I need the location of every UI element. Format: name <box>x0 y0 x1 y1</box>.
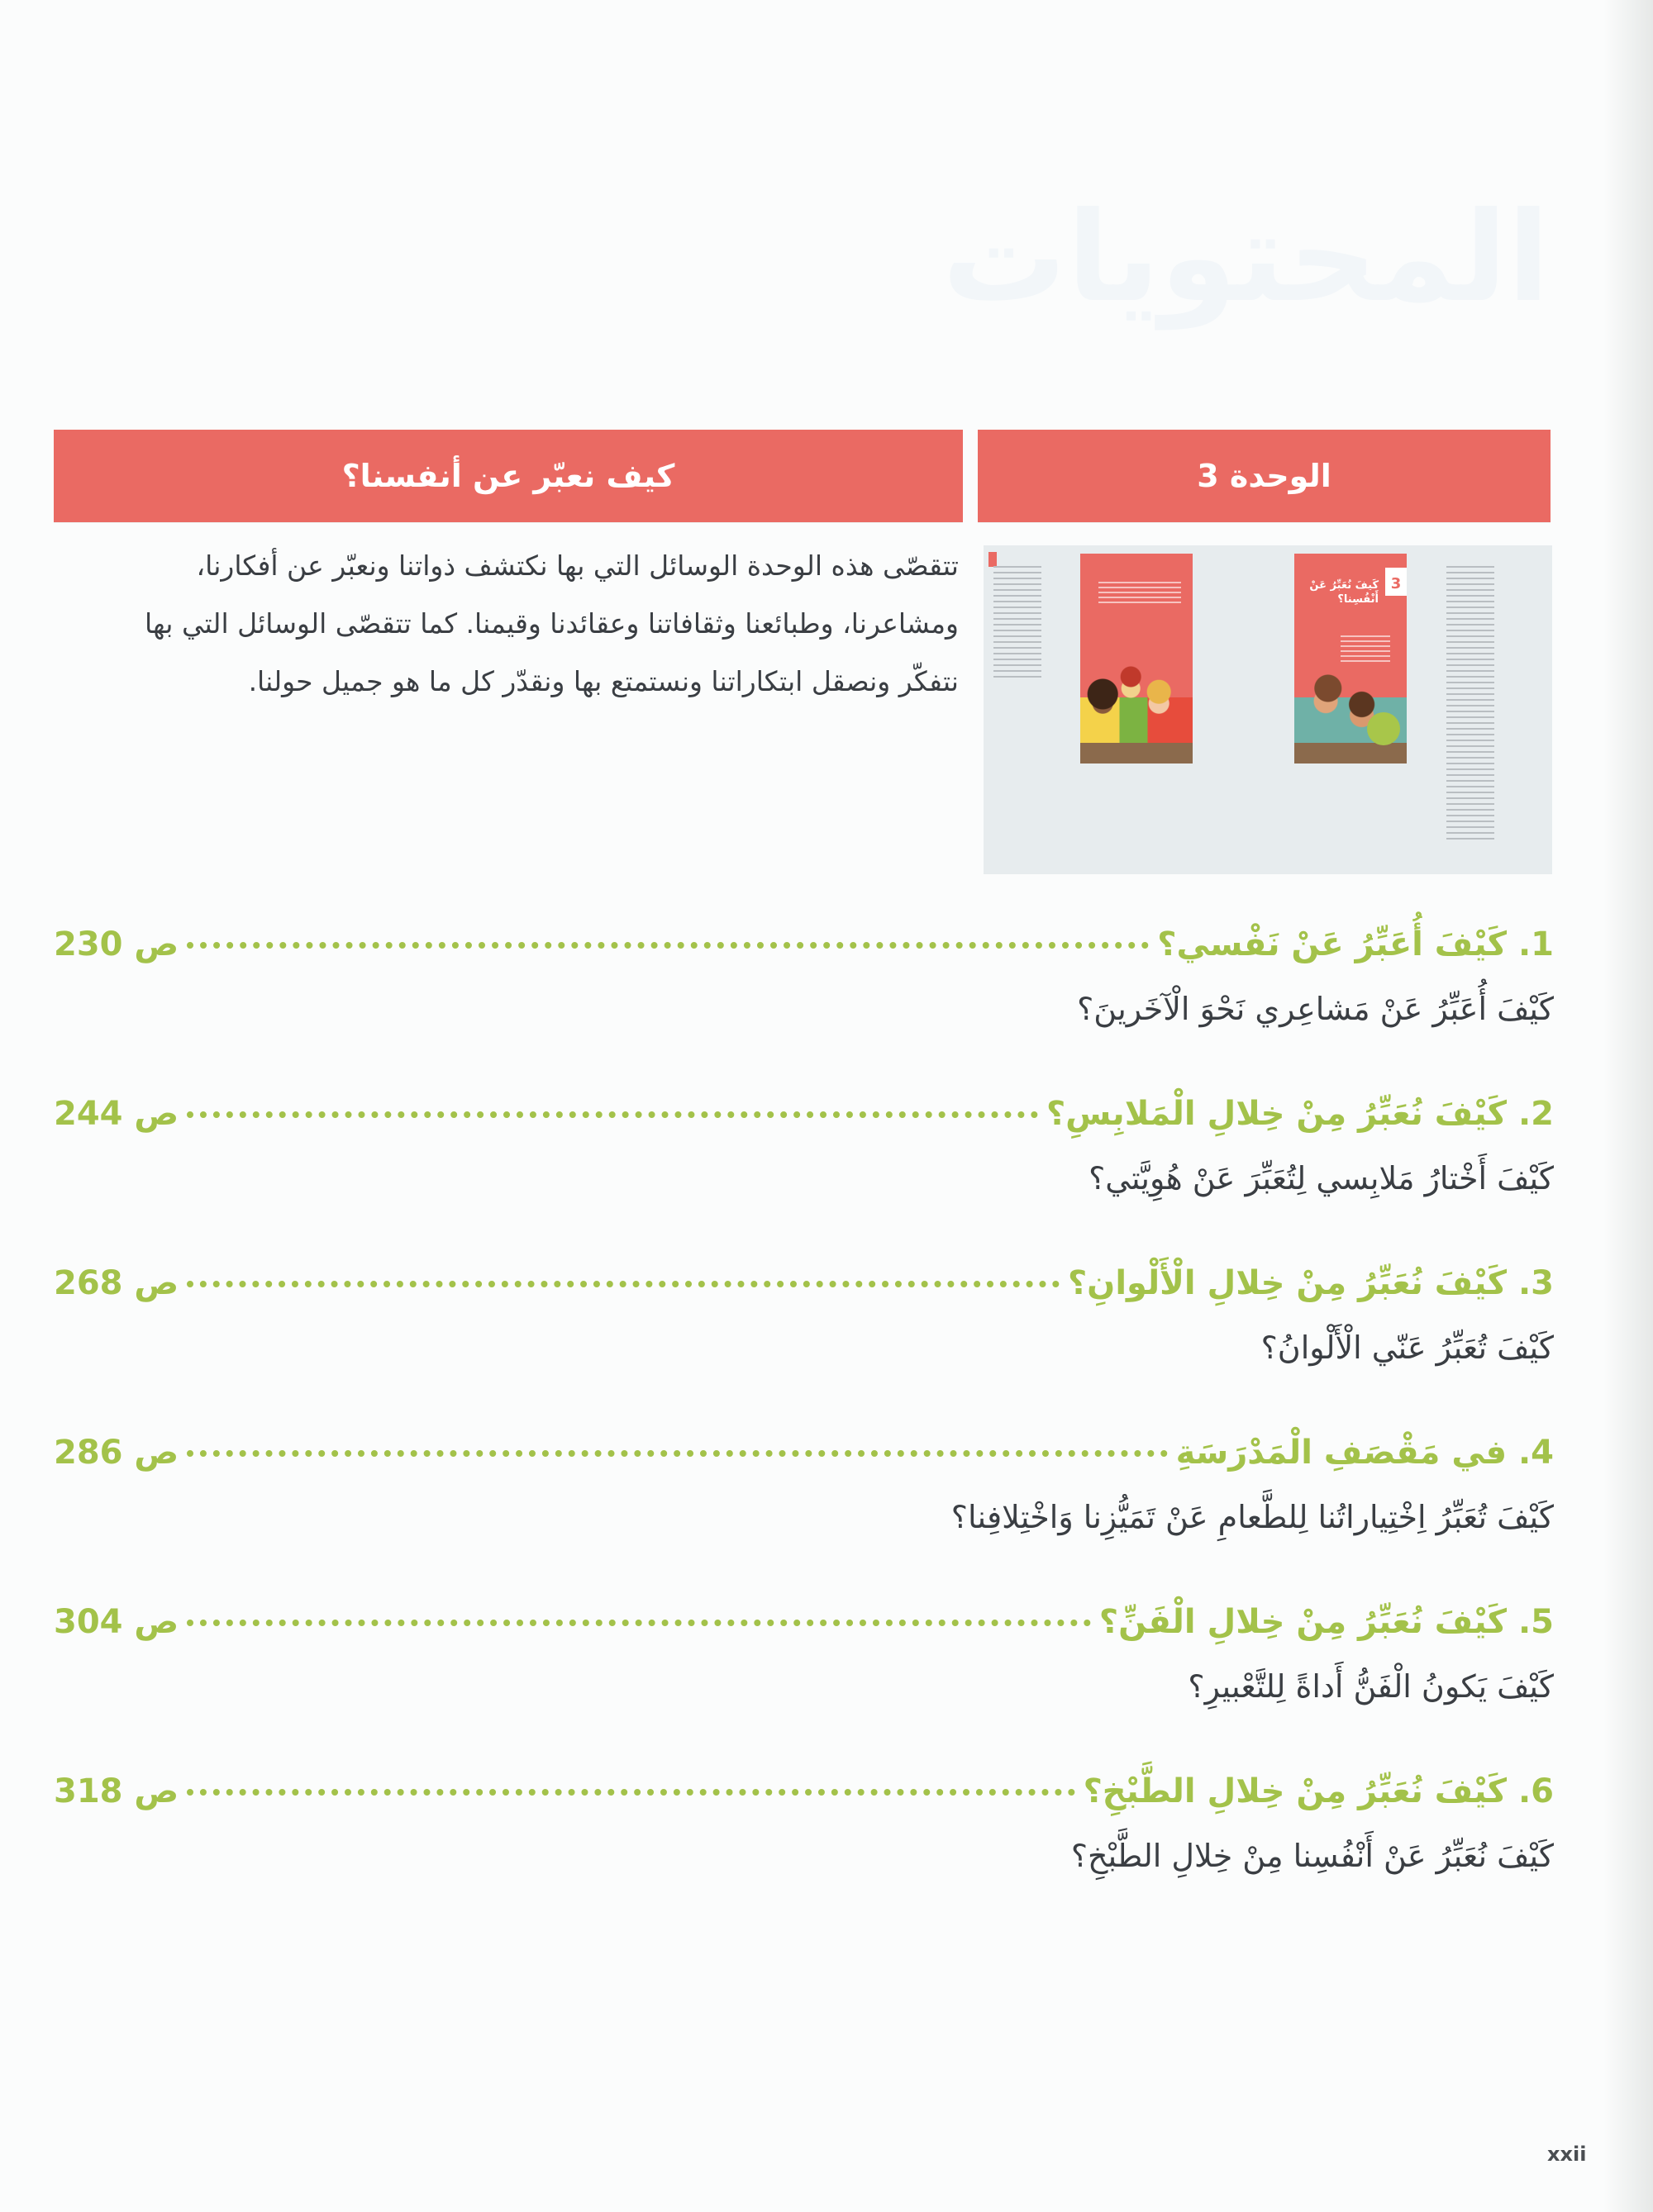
thumbnail-page-inquiry <box>1080 554 1193 763</box>
toc-entry[interactable] <box>54 925 1554 1095</box>
toc-subtitle: كَيْفَ أُعَبِّرُ عَنْ مَشاعِري نَحْوَ الْآخَرينَ؟ <box>1077 991 1554 1027</box>
thumbnail-text-column <box>993 562 1041 682</box>
unit-title-bar <box>54 430 963 522</box>
toc-title[interactable]: 5. كَيْفَ نُعَبِّرُ مِنْ خِلالِ الْفَنِّ؟ <box>1098 1603 1554 1641</box>
table-of-contents <box>54 925 1554 1942</box>
toc-subtitle: كَيْفَ أَخْتارُ مَلابِسي لِتُعَبِّرَ عَنْ هُوِيَّتي؟ <box>1089 1160 1554 1196</box>
toc-title[interactable]: 3. كَيْفَ نُعَبِّرُ مِنْ خِلالِ الْأَلْوانِ؟ <box>1067 1264 1554 1302</box>
leader-dots <box>187 1620 1091 1626</box>
unit-preview-thumbnail <box>984 545 1552 874</box>
toc-subtitle: كَيْفَ تُعَبِّرُ عَنّي الْأَلْوانُ؟ <box>1260 1330 1554 1366</box>
leader-dots <box>187 1281 1060 1287</box>
illustration-boys-icon <box>1294 656 1407 763</box>
toc-entry[interactable] <box>54 1434 1554 1603</box>
toc-page-number: ص 304 <box>54 1603 179 1641</box>
toc-row <box>54 1095 1554 1157</box>
toc-entry[interactable] <box>54 1772 1554 1942</box>
leader-dots <box>187 942 1149 949</box>
page-title-watermark: المحتويات <box>941 186 1550 330</box>
toc-page-number: ص 230 <box>54 925 179 963</box>
toc-page-number: ص 318 <box>54 1772 179 1810</box>
leader-dots <box>187 1450 1167 1457</box>
thumbnail-unit-number: 3 <box>1385 568 1407 596</box>
toc-entry[interactable] <box>54 1603 1554 1772</box>
toc-title[interactable]: 2. كَيْفَ نُعَبِّرُ مِنْ خِلالِ الْمَلابِسِ؟ <box>1046 1095 1554 1133</box>
toc-row <box>54 1434 1554 1496</box>
toc-row <box>54 1264 1554 1326</box>
toc-page-number: ص 286 <box>54 1434 179 1472</box>
leader-dots <box>187 1111 1038 1118</box>
toc-title[interactable]: 6. كَيْفَ نُعَبِّرُ مِنْ خِلالِ الطَّبْخِ؟ <box>1083 1772 1554 1810</box>
toc-entry[interactable] <box>54 1264 1554 1434</box>
toc-subtitle: كَيْفَ تُعَبِّرُ اِخْتِياراتُنا لِلطَّعامِ عَنْ تَمَيُّزِنا وَاخْتِلافِنا؟ <box>950 1499 1554 1535</box>
toc-title[interactable]: 4. في مَقْصَفِ الْمَدْرَسَةِ <box>1175 1434 1554 1472</box>
toc-title[interactable]: 1. كَيْفَ أُعَبِّرُ عَنْ نَفْسي؟ <box>1157 925 1554 963</box>
unit-title: كيف نعبّر عن أنفسنا؟ <box>341 458 675 494</box>
unit-label-bar <box>978 430 1551 522</box>
toc-subtitle: كَيْفَ يَكونُ الْفَنُّ أَداةً لِلتَّعْبيرِ؟ <box>1188 1668 1554 1705</box>
question-badge-icon <box>1367 712 1400 745</box>
page-edge-shadow <box>1603 0 1653 2212</box>
page-number: xxii <box>1547 2143 1587 2166</box>
thumbnail-questions <box>1098 578 1181 607</box>
toc-entry[interactable] <box>54 1095 1554 1264</box>
toc-row <box>54 925 1554 987</box>
unit-description: تتقصّى هذه الوحدة الوسائل التي بها نكتشف ذواتنا ونعبّر عن أفكارنا، ومشاعرنا، وطبائعنا وثقافاتنا وعقائدنا وقيمنا. كما تتقصّى الوسائل التي بها نتفكّر ونصقل ابتكاراتنا ونستمتع بها ونقدّر كل ما هو جميل حولنا. <box>145 549 959 697</box>
toc-subtitle: كَيْفَ نُعَبِّرُ عَنْ أَنْفُسِنا مِنْ خِلالِ الطَّبْخِ؟ <box>1070 1838 1554 1874</box>
thumbnail-text-column <box>1446 562 1494 844</box>
toc-page-number: ص 244 <box>54 1095 179 1133</box>
toc-row <box>54 1772 1554 1834</box>
toc-page-number: ص 268 <box>54 1264 179 1302</box>
thumbnail-page-cover <box>1294 554 1407 763</box>
unit-label: الوحدة 3 <box>1197 458 1331 494</box>
illustration-children-icon <box>1080 648 1193 763</box>
toc-row <box>54 1603 1554 1665</box>
thumbnail-cover-title: كَيفَ نُعَبِّرُ عَنْ أَنْفُسِنا؟ <box>1309 579 1379 606</box>
leader-dots <box>187 1789 1074 1796</box>
